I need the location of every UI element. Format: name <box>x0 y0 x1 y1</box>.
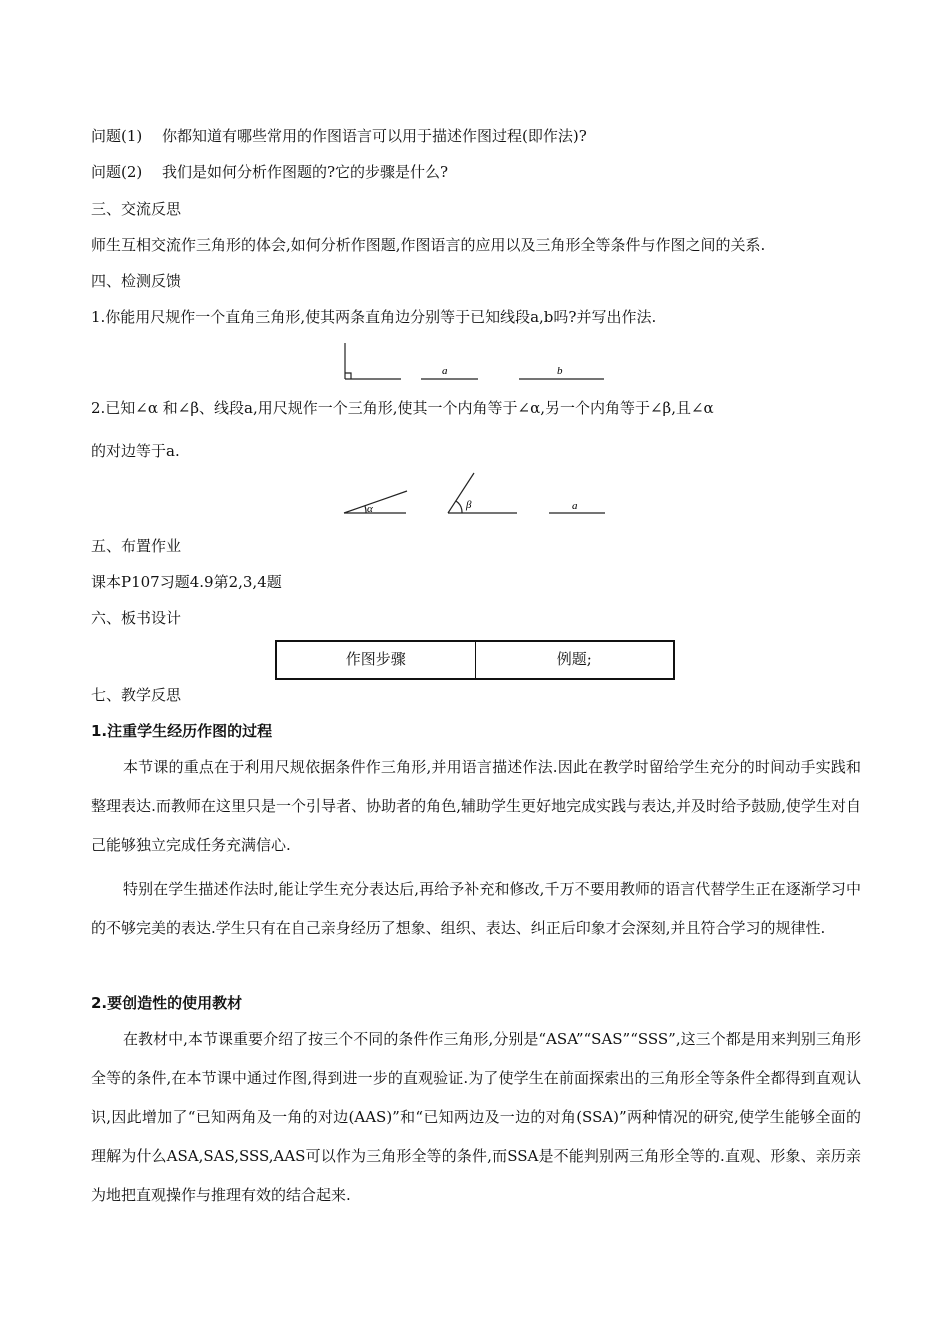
question-1: 问题(1) 你都知道有哪些常用的作图语言可以用于描述作图过程(即作法)? <box>91 127 587 145</box>
section-3-text: 师生互相交流作三角形的体会,如何分析作图题,作图语言的应用以及三角形全等条件与作图之间的关系. <box>91 236 766 254</box>
exercise-2-line-1: 2.已知∠α 和∠β、线段a,用尺规作一个三角形,使其一个内角等于∠α,另一个内角等于∠β,且∠α <box>91 399 714 417</box>
board-cell-steps: 作图步骤 <box>345 650 406 668</box>
section-heading-7: 七、教学反思 <box>91 686 182 704</box>
angle-alpha-label: α <box>367 503 373 515</box>
reflection-1-paragraph-1: 本节课的重点在于利用尺规依据条件作三角形,并用语言描述作法.因此在教学时留给学生充分的时间动手实践和整理表达.而教师在这里只是一个引导者、协助者的角色,辅助学生更好地完成实践与表达,并及时给予鼓励,使学生对自己能够独立完成任务充满信心. <box>91 758 861 854</box>
exercise-1: 1.你能用尺规作一个直角三角形,使其两条直角边分别等于已知线段a,b吗?并写出作法. <box>91 308 657 326</box>
board-cell-examples: 例题; <box>475 642 674 678</box>
section-heading-5: 五、布置作业 <box>91 537 182 555</box>
segment-a-label: a <box>442 365 448 377</box>
reflection-1-title: 1.注重学生经历作图的过程 <box>91 722 273 740</box>
section-heading-6: 六、板书设计 <box>91 609 182 627</box>
section-heading-4: 四、检测反馈 <box>91 272 182 290</box>
section-heading-3: 三、交流反思 <box>91 200 182 218</box>
reflection-2-title: 2.要创造性的使用教材 <box>91 994 243 1012</box>
exercise-2-line-2: 的对边等于a. <box>91 442 180 460</box>
reflection-1-paragraph-2: 特别在学生描述作法时,能让学生充分表达后,再给予补充和修改,千万不要用教师的语言代替学生正在逐渐学习中的不够完美的表达.学生只有在自己亲身经历了想象、组织、表达、纠正后印象才会深刻,并且符合学习的规律性. <box>91 880 861 937</box>
segment-b-label: b <box>557 365 563 377</box>
board-design-table <box>275 640 675 680</box>
angle-alpha <box>344 491 407 513</box>
question-2: 问题(2) 我们是如何分析作图题的?它的步骤是什么? <box>91 163 449 181</box>
figure-right-angle <box>345 343 401 379</box>
angle-beta <box>448 473 517 513</box>
angle-beta-label: β <box>466 499 472 511</box>
segment-a-2-label: a <box>572 500 578 512</box>
homework-text: 课本P107习题4.9第2,3,4题 <box>91 573 282 591</box>
reflection-2-paragraph-1: 在教材中,本节课重要介绍了按三个不同的条件作三角形,分别是“ASA”“SAS”“SSS”,这三个都是用来判别三角形全等的条件,在本节课中通过作图,得到进一步的直观验证.为了使学生在前面探索出的三角形全等条件全都得到直观认识,因此增加了“已知两角及一角的对边(AAS)”和“已知两边及一边的对角(SSA)”两种情况的研究,使学生能够全面的理解为什么ASA,SAS,SSS,AAS可以作为三角形全等的条件,而SSA是不能判别两三角形全等的.直观、形象、亲历亲为地把直观操作与推理有效的结合起来. <box>91 1030 861 1204</box>
